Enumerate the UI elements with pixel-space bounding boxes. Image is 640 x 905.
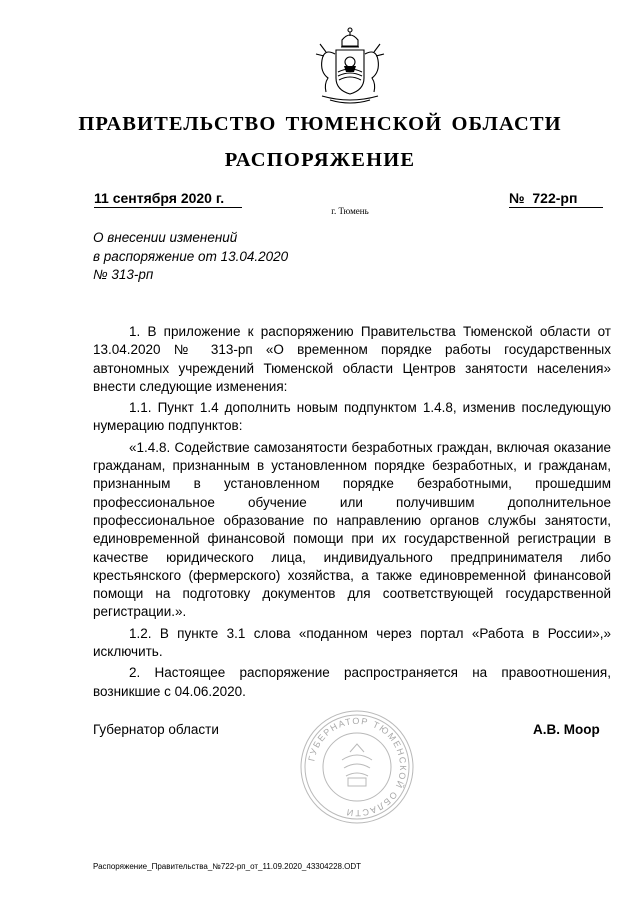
- subject-line: в распоряжение от 13.04.2020: [93, 248, 289, 264]
- document-body: [93, 323, 611, 704]
- official-seal-stamp: [298, 708, 416, 826]
- body-paragraph: «1.4.8. Содействие самозанятости безработных граждан, включая оказание гражданам, признанным в установленном порядке безработных, и гражданам, признанным в установленном порядке безработными, прошедшим профессиональное обучение или получившим дополнительное профессиональное образование по направлению органов службы занятости, единовременной финансовой помощи при их государственной регистрации в качестве юридического лица, индивидуального предпринимателя либо крестьянского (фермерского) хозяйства, а также единовременной финансовой помощи на подготовку документов для соответствующей государственной регистрации.».: [93, 439, 611, 620]
- signer-title: Губернатор области: [93, 722, 219, 737]
- svg-text:ГУБЕРНАТОР ТЮМЕНСКОЙ ОБЛАСТИ: [306, 716, 408, 818]
- document-number: 722-рп: [532, 190, 578, 206]
- body-paragraph: 2. Настоящее распоряжение распространяется на правоотношения, возникшие с 04.06.2020.: [93, 665, 611, 699]
- coat-of-arms-emblem: [308, 22, 392, 108]
- city-label: г. Тюмень: [331, 206, 369, 216]
- signer-name: А.В. Моор: [533, 722, 600, 737]
- document-subject: [93, 229, 288, 285]
- body-paragraph: 1. В приложение к распоряжению Правительства Тюменской области от 13.04.2020 № 313-рп «О временном порядке работы государственных автономных учреждений Тюменской области Центров занятости населения» внести следующие изменения:: [93, 324, 611, 394]
- body-paragraph: 1.1. Пункт 1.4 дополнить новым подпунктом 1.4.8, изменив последующую нумерацию подпунктов:: [93, 400, 611, 434]
- document-date: 11 сентября 2020 г.: [94, 190, 242, 208]
- number-label: №: [509, 190, 525, 206]
- footer-filename: Распоряжение_Правительства_№722-рп_от_11.09.2020_43304228.ODT: [93, 862, 362, 871]
- seal-text: ГУБЕРНАТОР ТЮМЕНСКОЙ ОБЛАСТИ: [306, 715, 409, 819]
- organization-title: ПРАВИТЕЛЬСТВО ТЮМЕНСКОЙ ОБЛАСТИ: [78, 113, 562, 135]
- document-type-title: РАСПОРЯЖЕНИЕ: [224, 149, 416, 171]
- body-paragraph: 1.2. В пункте 3.1 слова «поданном через портал «Работа в России»,» исключить.: [93, 625, 611, 660]
- subject-line: О внесении изменений: [93, 230, 238, 245]
- subject-line: № 313-рп: [93, 267, 154, 282]
